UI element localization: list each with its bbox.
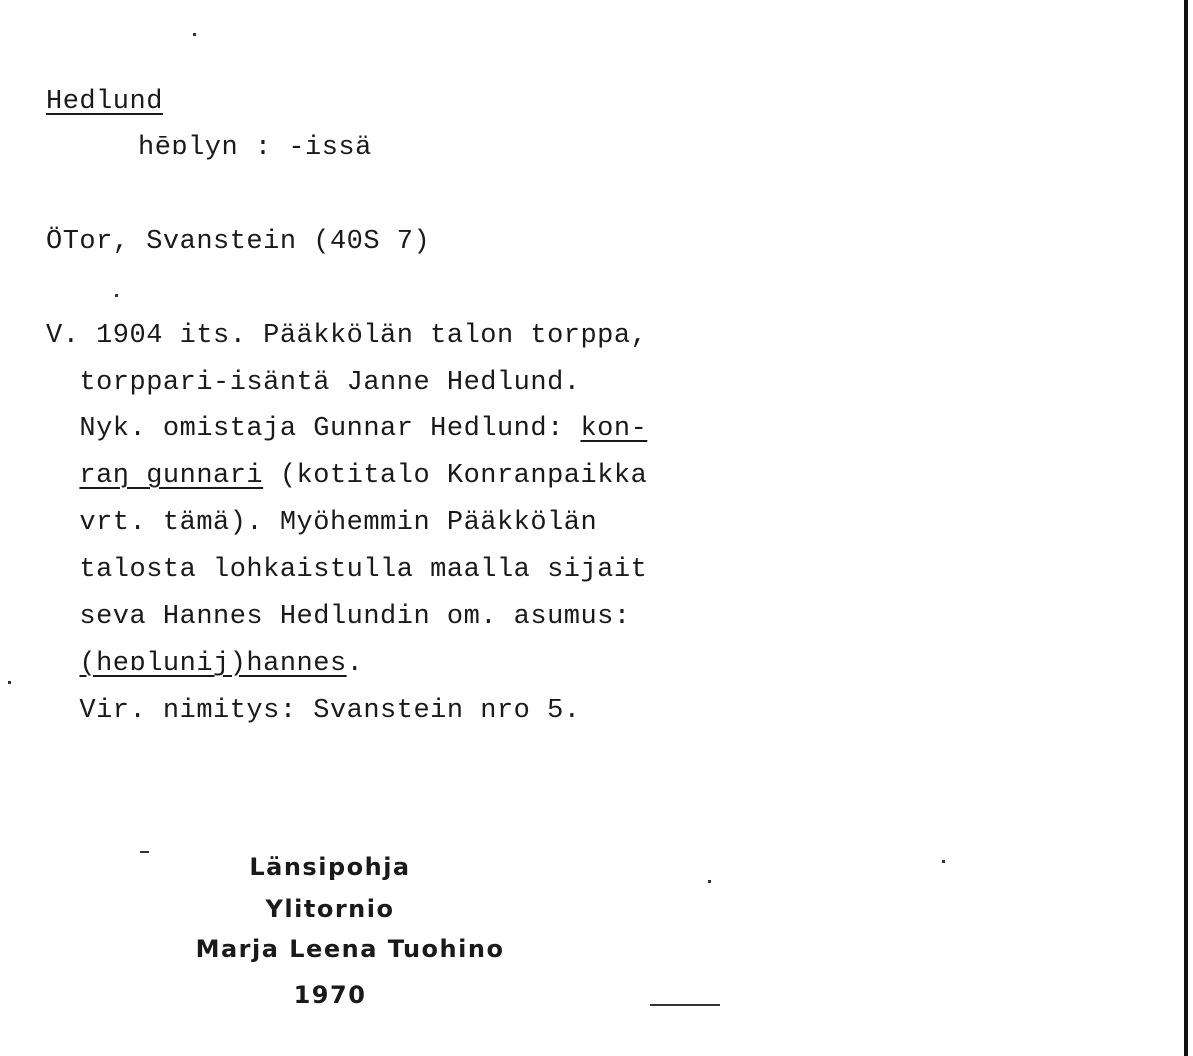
body-line: seva Hannes Hedlundin om. asumus: — [46, 602, 631, 632]
speck — [193, 33, 196, 36]
body-line: Nyk. omistaja Gunnar Hedlund: kon- — [46, 414, 648, 444]
stamp-region: Länsipohja — [249, 853, 411, 881]
speck — [115, 294, 118, 297]
dialect-form: kon- — [580, 414, 648, 444]
stamp-year: 1970 — [293, 981, 367, 1009]
speck — [8, 681, 11, 684]
pronunciation: hēɒlyn : -issä — [138, 133, 372, 163]
dialect-form: raŋ gunnari — [79, 461, 264, 491]
body-line: Vir. nimitys: Svanstein nro 5. — [46, 696, 581, 726]
stamp-collector: Marja Leena Tuohino — [195, 935, 505, 963]
dialect-form: (heɒlunij)hannes — [79, 649, 347, 679]
body-line: (heɒlunij)hannes. — [79, 649, 364, 679]
body-line: raŋ gunnari (kotitalo Konranpaikka — [79, 461, 648, 491]
body-line: V. 1904 its. Pääkkölän talon torppa, — [46, 321, 648, 351]
speck — [708, 880, 711, 883]
body-line: torppari-isäntä Janne Hedlund. — [46, 368, 581, 398]
card-edge — [1184, 0, 1188, 1056]
body-line: talosta lohkaistulla maalla sijait — [46, 555, 648, 585]
headword: Hedlund — [46, 87, 163, 117]
location: ÖTor, Svanstein (40S 7) — [46, 227, 431, 257]
speck — [650, 1004, 720, 1006]
stamp-municipality: Ylitornio — [265, 895, 395, 923]
speck — [942, 860, 945, 863]
body-line: vrt. tämä). Myöhemmin Pääkkölän — [46, 508, 598, 538]
speck — [140, 851, 149, 853]
